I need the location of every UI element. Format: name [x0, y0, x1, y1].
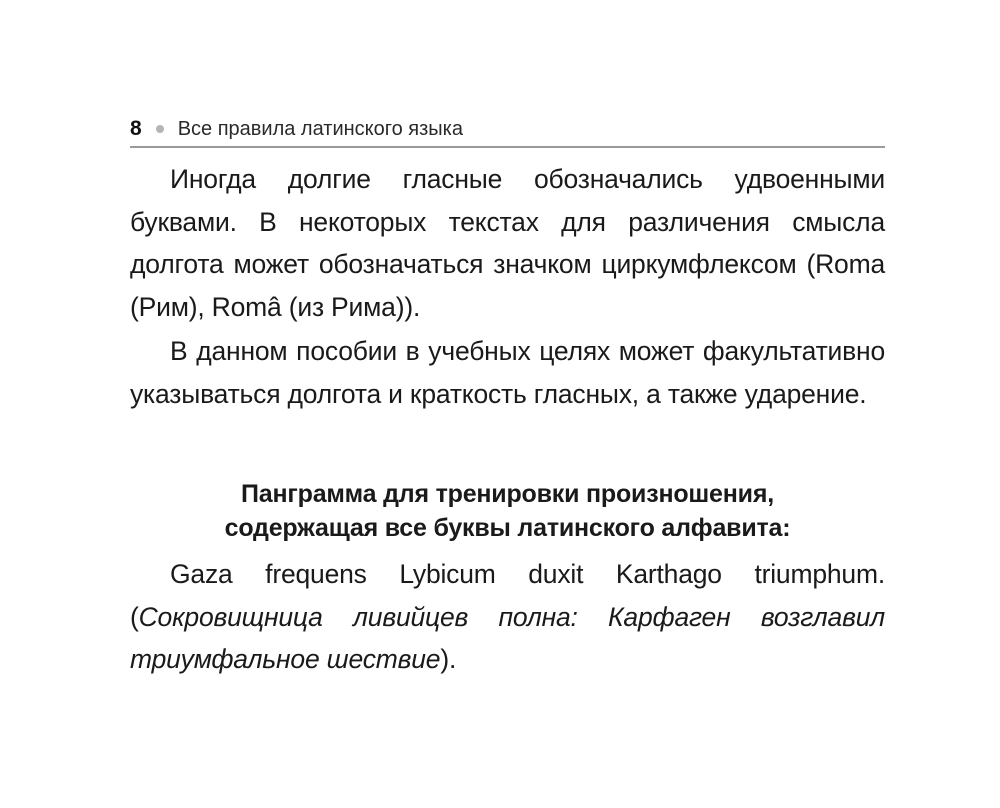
translation-close: ). [440, 644, 457, 674]
pangram-latin: Gaza frequens Lybicum duxit Karthago triumphum. [170, 559, 885, 589]
section-heading-line-2: содержащая все буквы латинского алфавита: [224, 514, 791, 542]
section-heading-line-1: Панграмма для тренировки произношения, [241, 480, 774, 508]
pangram-paragraph [130, 553, 885, 681]
bullet-dot-icon [156, 125, 164, 133]
section-heading [130, 477, 885, 545]
translation-open: ( [130, 601, 139, 632]
running-header [130, 112, 885, 148]
pangram-translation: Сокровищница ливийцев полна: Карфаген возглавил триумфальное шествие [130, 601, 885, 674]
paragraph-manual-note: В данном пособии в учебных целях может факультативно указываться долгота и краткость гласных, а также ударение. [130, 336, 885, 409]
running-title: Все правила латинского языка [177, 117, 463, 140]
book-page [130, 112, 885, 681]
paragraph-long-vowels: Иногда долгие гласные обозначались удвоенными буквами. В некоторых текстах для различения смысла долгота может обозначаться значком циркумфлексом (Roma (Рим), Româ (из Рима)). [130, 164, 885, 322]
page-number: 8 [130, 117, 142, 140]
